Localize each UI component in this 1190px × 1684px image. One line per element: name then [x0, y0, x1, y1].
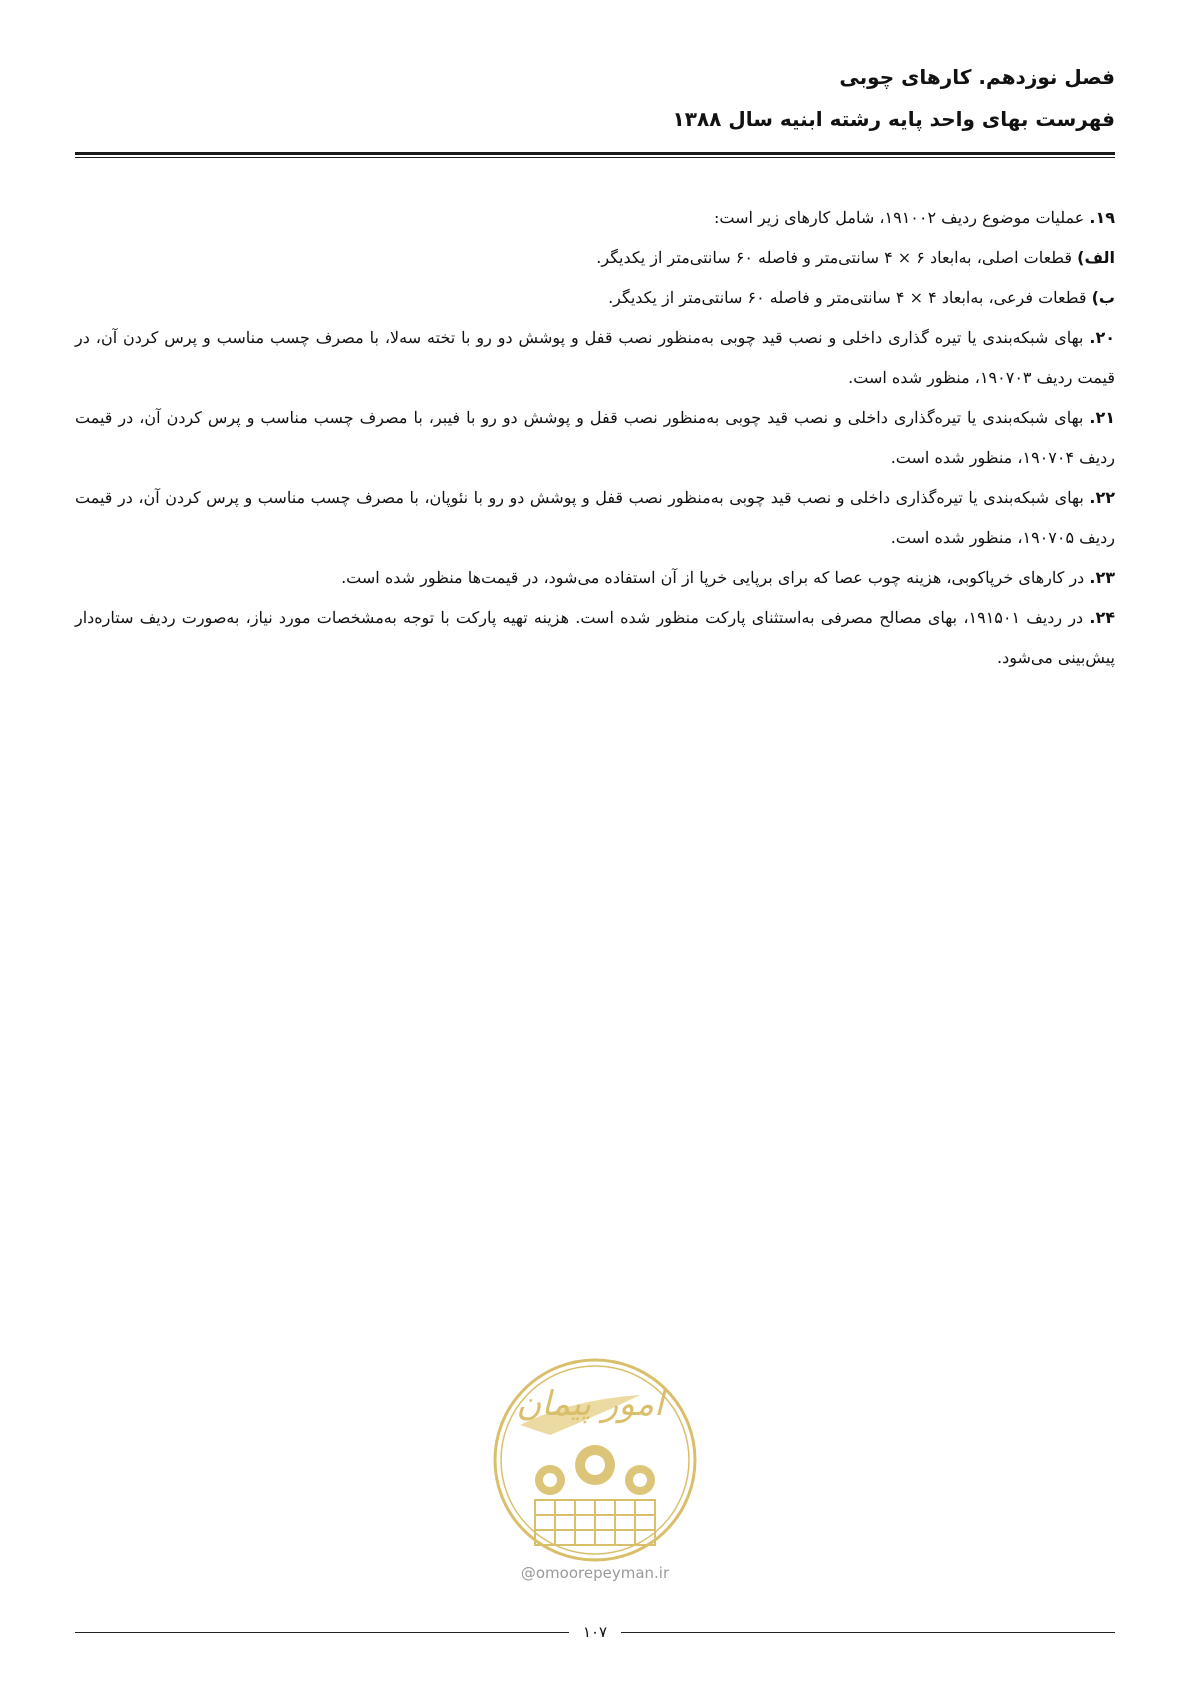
paragraph-text: قطعات فرعی، به‌ابعاد ۴ × ۴ سانتی‌متر و فاصله ۶۰ سانتی‌متر از یکدیگر. — [608, 288, 1092, 307]
watermark-logo-icon — [490, 1355, 700, 1565]
paragraph-text: در کارهای خرپاکوبی، هزینه چوب عصا که برای برپایی خرپا از آن استفاده می‌شود، در قیمت‌ها منظور شده است. — [341, 568, 1090, 587]
item-number: ۲۰. — [1089, 328, 1116, 347]
paragraph-21 — [75, 398, 1115, 478]
page-number: ۱۰۷ — [582, 1623, 608, 1641]
paragraph-alef — [75, 238, 1115, 278]
page-footer — [75, 1620, 1115, 1644]
paragraph-text: بهای شبکه‌بندی یا تیره‌گذاری داخلی و نصب قید چوبی به‌منظور نصب قفل و پوشش دو رو با نئوپان، با مصرف چسب مناسب و پرس کردن آن، در قیمت ردیف ۱۹۰۷۰۵، منظور شده است. — [75, 488, 1115, 547]
item-number: ۲۳. — [1089, 568, 1115, 587]
header-divider — [75, 152, 1115, 158]
paragraph-text: قطعات اصلی، به‌ابعاد ۶ × ۴ سانتی‌متر و فاصله ۶۰ سانتی‌متر از یکدیگر. — [596, 248, 1078, 267]
item-number: الف) — [1077, 248, 1115, 267]
paragraph-be — [75, 278, 1115, 318]
item-number: ۲۴. — [1089, 608, 1115, 627]
chapter-title: فصل نوزدهم. کارهای چوبی — [839, 65, 1115, 89]
item-number: ۲۱. — [1089, 408, 1115, 427]
item-number: ب) — [1091, 288, 1115, 307]
footer-rule-left — [75, 1632, 569, 1633]
item-number: ۲۲. — [1089, 488, 1115, 507]
paragraph-text: در ردیف ۱۹۱۵۰۱، بهای مصالح مصرفی به‌استثنای پارکت منظور شده است. هزینه تهیه پارکت با توجه به‌مشخصات مورد نیاز، به‌صورت ردیف ستاره‌دار پیش‌بینی می‌شود. — [75, 608, 1115, 667]
paragraph-text: عملیات موضوع ردیف ۱۹۱۰۰۲، شامل کارهای زیر است: — [714, 208, 1090, 227]
watermark-caption: @omoorepeyman.ir — [520, 1564, 670, 1582]
body-text — [75, 198, 1115, 678]
paragraph-20 — [75, 318, 1115, 398]
item-number: ۱۹. — [1089, 208, 1115, 227]
paragraph-24 — [75, 598, 1115, 678]
footer-rule-right — [621, 1632, 1115, 1633]
paragraph-23 — [75, 558, 1115, 598]
paragraph-19 — [75, 198, 1115, 238]
paragraph-text: بهای شبکه‌بندی یا تیره‌گذاری داخلی و نصب قید چوبی به‌منظور نصب قفل و پوشش دو رو با فیبر، با مصرف چسب مناسب و پرس کردن آن، در قیمت ردیف ۱۹۰۷۰۴، منظور شده است. — [75, 408, 1115, 467]
page-header — [75, 60, 1115, 136]
paragraph-22 — [75, 478, 1115, 558]
document-subtitle: فهرست بهای واحد پایه رشته ابنیه سال ۱۳۸۸ — [672, 107, 1115, 131]
logo-wordmark: امور پیمان — [516, 1384, 664, 1424]
paragraph-text: بهای شبکه‌بندی یا تیره گذاری داخلی و نصب قید چوبی به‌منظور نصب قفل و پوشش دو رو با تخته سه‌لا، با مصرف چسب مناسب و پرس کردن آن، در قیمت ردیف ۱۹۰۷۰۳، منظور شده است. — [75, 328, 1115, 387]
